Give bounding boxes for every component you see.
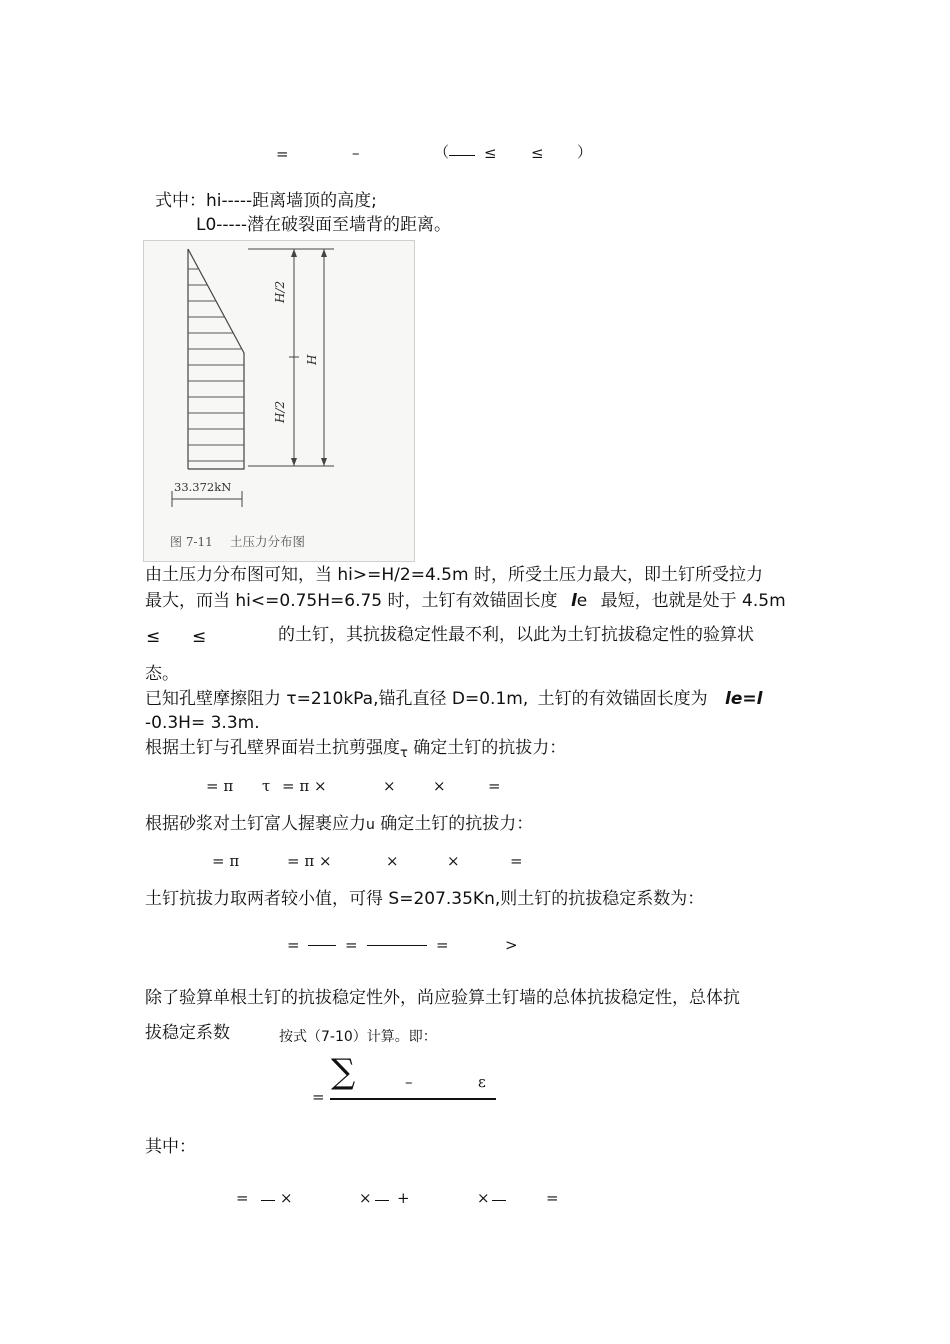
minus-sign: – <box>405 1073 413 1091</box>
caption-text: 土压力分布图 <box>230 534 306 549</box>
sigma-symbol: ∑ <box>331 1052 356 1092</box>
tau-symbol: τ <box>400 746 408 761</box>
para1-line2-a: 最大，而当 hi<=0.75H=6.75 时，土钉有效锚固长度 <box>145 591 558 611</box>
earth-pressure-figure <box>143 240 415 562</box>
plus-sign: + <box>397 1189 410 1207</box>
mu-symbol: u <box>366 817 375 833</box>
fraction-bar <box>261 1200 275 1201</box>
le-sign: ≤ <box>192 627 207 647</box>
eq-pi: = π <box>206 777 234 795</box>
para4-text-b: 确定土钉的抗拔力： <box>380 814 534 834</box>
para3 <box>145 736 566 762</box>
left-paren: （ <box>434 143 450 161</box>
legend-line-l0: L0-----潜在破裂面至墙背的距离。 <box>196 215 451 235</box>
para4 <box>145 812 533 837</box>
para5: 土钉抗拔力取两者较小值，可得 S=207.35Kn,则土钉的抗拔稳定系数为： <box>145 889 705 909</box>
para6-note: 按式（7-10）计算。即： <box>279 1029 437 1045</box>
greater-than-sign: > <box>505 936 518 954</box>
equals-sign: = <box>436 936 449 954</box>
right-paren: ） <box>577 143 593 161</box>
eq-pi-times: = π × <box>282 777 327 795</box>
equals-sign: = <box>510 852 523 870</box>
times-sign: × <box>359 1189 372 1207</box>
equals-sign: = <box>546 1189 559 1207</box>
fraction-bar <box>330 1098 496 1100</box>
fraction-bar <box>449 155 475 156</box>
para1-line2 <box>145 589 786 613</box>
para2-line1 <box>145 687 762 711</box>
le-sign: ≤ <box>146 627 161 647</box>
para6-line1: 除了验算单根土钉的抗拔稳定性外，尚应验算土钉墙的总体抗拔稳定性，总体抗 <box>145 988 740 1008</box>
equals-sign: = <box>287 936 300 954</box>
caption-number: 图 7-11 <box>170 535 213 549</box>
para4-text-a: 根据砂浆对土钉富人握裹应力 <box>145 814 366 834</box>
equals-sign: = <box>345 936 358 954</box>
times-sign: × <box>280 1189 293 1207</box>
label-h-total: H <box>305 354 319 365</box>
label-h-half-top: H/2 <box>273 280 287 303</box>
minus-sign: – <box>352 144 360 162</box>
legend-line-hi: 式中：hi-----距离墙顶的高度; <box>155 191 377 211</box>
para2-line1-a: 已知孔壁摩擦阻力 τ=210kPa,锚孔直径 D=0.1m, <box>145 689 529 709</box>
equals-sign: = <box>488 777 501 795</box>
le-symbol: l <box>570 591 577 611</box>
tau-symbol: τ <box>262 777 271 795</box>
equals-sign: = <box>276 145 289 163</box>
times-sign: × <box>383 777 396 795</box>
para2-line1-b: 土钉的有效锚固长度为 <box>537 689 708 709</box>
times-sign: × <box>477 1189 490 1207</box>
para2-line2: -0.3H= 3.3m. <box>145 713 260 733</box>
equals-sign: = <box>236 1189 249 1207</box>
para6-line2: 拔稳定系数 <box>145 1023 230 1043</box>
para1-line2-b: 最短，也就是处于 4.5m <box>600 591 786 611</box>
times-sign: × <box>433 777 446 795</box>
fraction-bar <box>308 945 336 946</box>
times-sign: × <box>447 852 460 870</box>
le-sign: ≤ <box>531 144 544 162</box>
epsilon-symbol: ε <box>478 1073 486 1091</box>
le-subscript: e <box>576 591 588 611</box>
para3-text-b: 确定土钉的抗拔力： <box>413 738 567 758</box>
para1-line4: 态。 <box>145 664 179 684</box>
earth-pressure-diagram <box>144 241 414 561</box>
le-definition: le=l <box>725 689 763 709</box>
para1-line3: 的土钉，其抗拔稳定性最不利，以此为土钉抗拔稳定性的验算状 <box>278 625 754 645</box>
para7: 其中： <box>145 1137 196 1157</box>
para1-line1: 由土压力分布图可知，当 hi>=H/2=4.5m 时，所受土压力最大，即土钉所受拉力 <box>145 565 763 585</box>
equals-sign: = <box>312 1088 325 1106</box>
eq-pi: = π <box>212 852 240 870</box>
fraction-bar <box>492 1200 506 1201</box>
hatch-lines <box>188 269 244 461</box>
times-sign: × <box>386 852 399 870</box>
force-label: 33.372kN <box>174 480 232 494</box>
le-sign: ≤ <box>484 144 497 162</box>
label-h-half-bottom: H/2 <box>273 400 287 423</box>
eq-pi-times: = π × <box>287 852 332 870</box>
fraction-bar <box>375 1200 389 1201</box>
fraction-bar <box>367 945 427 946</box>
para3-text-a: 根据土钉与孔壁界面岩土抗剪强度 <box>145 738 400 758</box>
